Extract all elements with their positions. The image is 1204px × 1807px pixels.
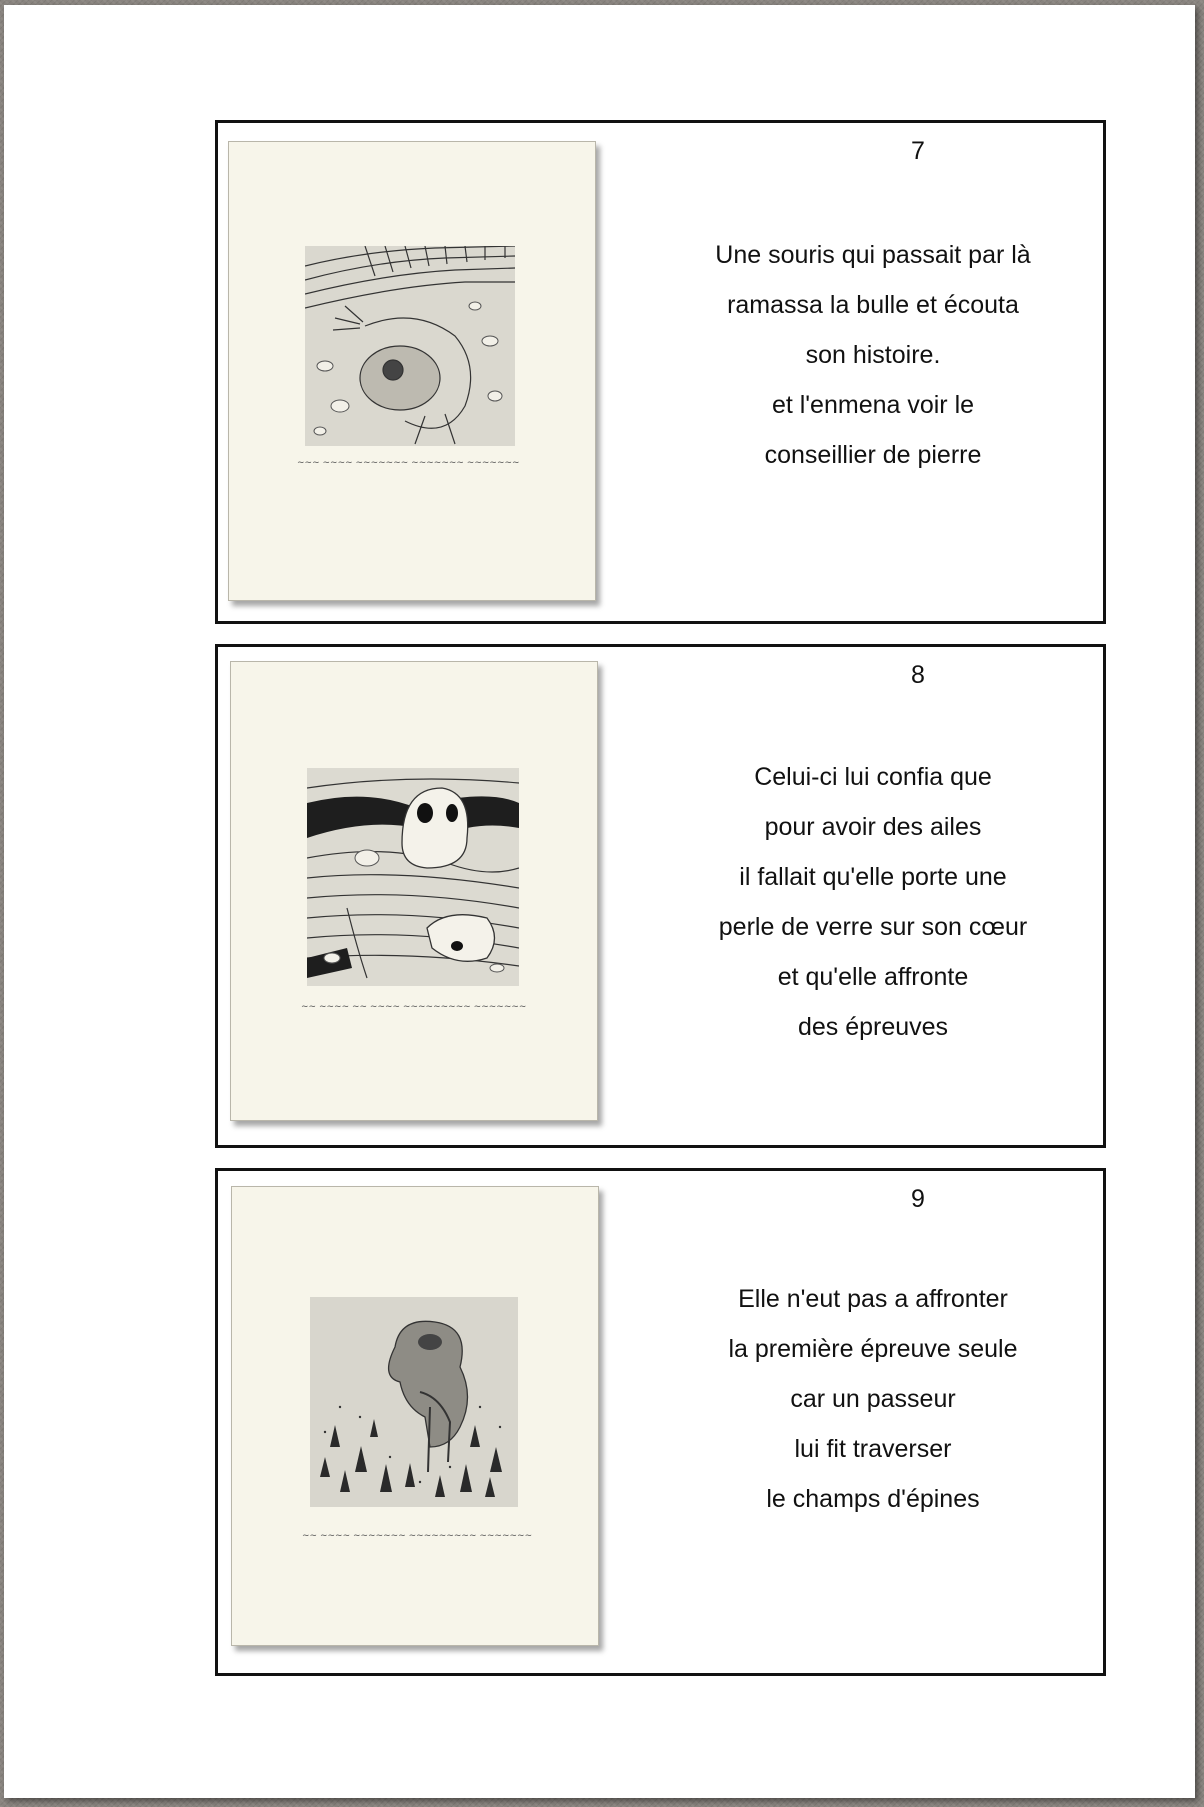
etching-signature-9: ~~ ~~~~ ~~~~~~~ ~~~~~~~~~ ~~~~~~~ <box>302 1531 533 1541</box>
story-panel-8 <box>215 644 1106 1148</box>
text-line: lui fit traverser <box>794 1435 952 1463</box>
etching-image-7 <box>305 246 515 446</box>
text-line: son histoire. <box>805 341 941 369</box>
text-line: Celui-ci lui confia que <box>754 763 992 791</box>
etching-image-9 <box>310 1297 518 1507</box>
etching-image-8 <box>307 768 519 986</box>
etching-signature-7: ~~~ ~~~~ ~~~~~~~ ~~~~~~~ ~~~~~~~ <box>297 458 520 468</box>
text-line: perle de verre sur son cœur <box>718 913 1028 941</box>
text-line: le champs d'épines <box>766 1485 980 1513</box>
text-line: et l'enmena voir le <box>771 391 975 419</box>
panel-text <box>638 752 1108 1052</box>
text-line: conseillier de pierre <box>764 441 982 469</box>
story-panel-7 <box>215 120 1106 624</box>
panel-number: 7 <box>911 137 925 165</box>
story-panel-9 <box>215 1168 1106 1676</box>
page-sheet <box>4 5 1195 1798</box>
text-line: et qu'elle affronte <box>777 963 969 991</box>
etching-signature-8: ~~ ~~~~ ~~ ~~~~ ~~~~~~~~~ ~~~~~~~ <box>301 1002 527 1012</box>
text-line: car un passeur <box>790 1385 956 1413</box>
text-line: Une souris qui passait par là <box>715 241 1031 269</box>
etching-print-7 <box>228 141 596 601</box>
panel-number: 9 <box>911 1185 925 1213</box>
text-line: Elle n'eut pas a affronter <box>738 1285 1008 1313</box>
panel-number: 8 <box>911 661 925 689</box>
text-line: des épreuves <box>797 1013 949 1041</box>
text-line: il fallait qu'elle porte une <box>739 863 1007 891</box>
text-line: la première épreuve seule <box>728 1335 1018 1363</box>
panel-text <box>638 1274 1108 1524</box>
etching-print-9 <box>231 1186 599 1646</box>
text-line: ramassa la bulle et écouta <box>727 291 1019 319</box>
panel-text <box>638 230 1108 480</box>
text-line: pour avoir des ailes <box>764 813 982 841</box>
etching-print-8 <box>230 661 598 1121</box>
